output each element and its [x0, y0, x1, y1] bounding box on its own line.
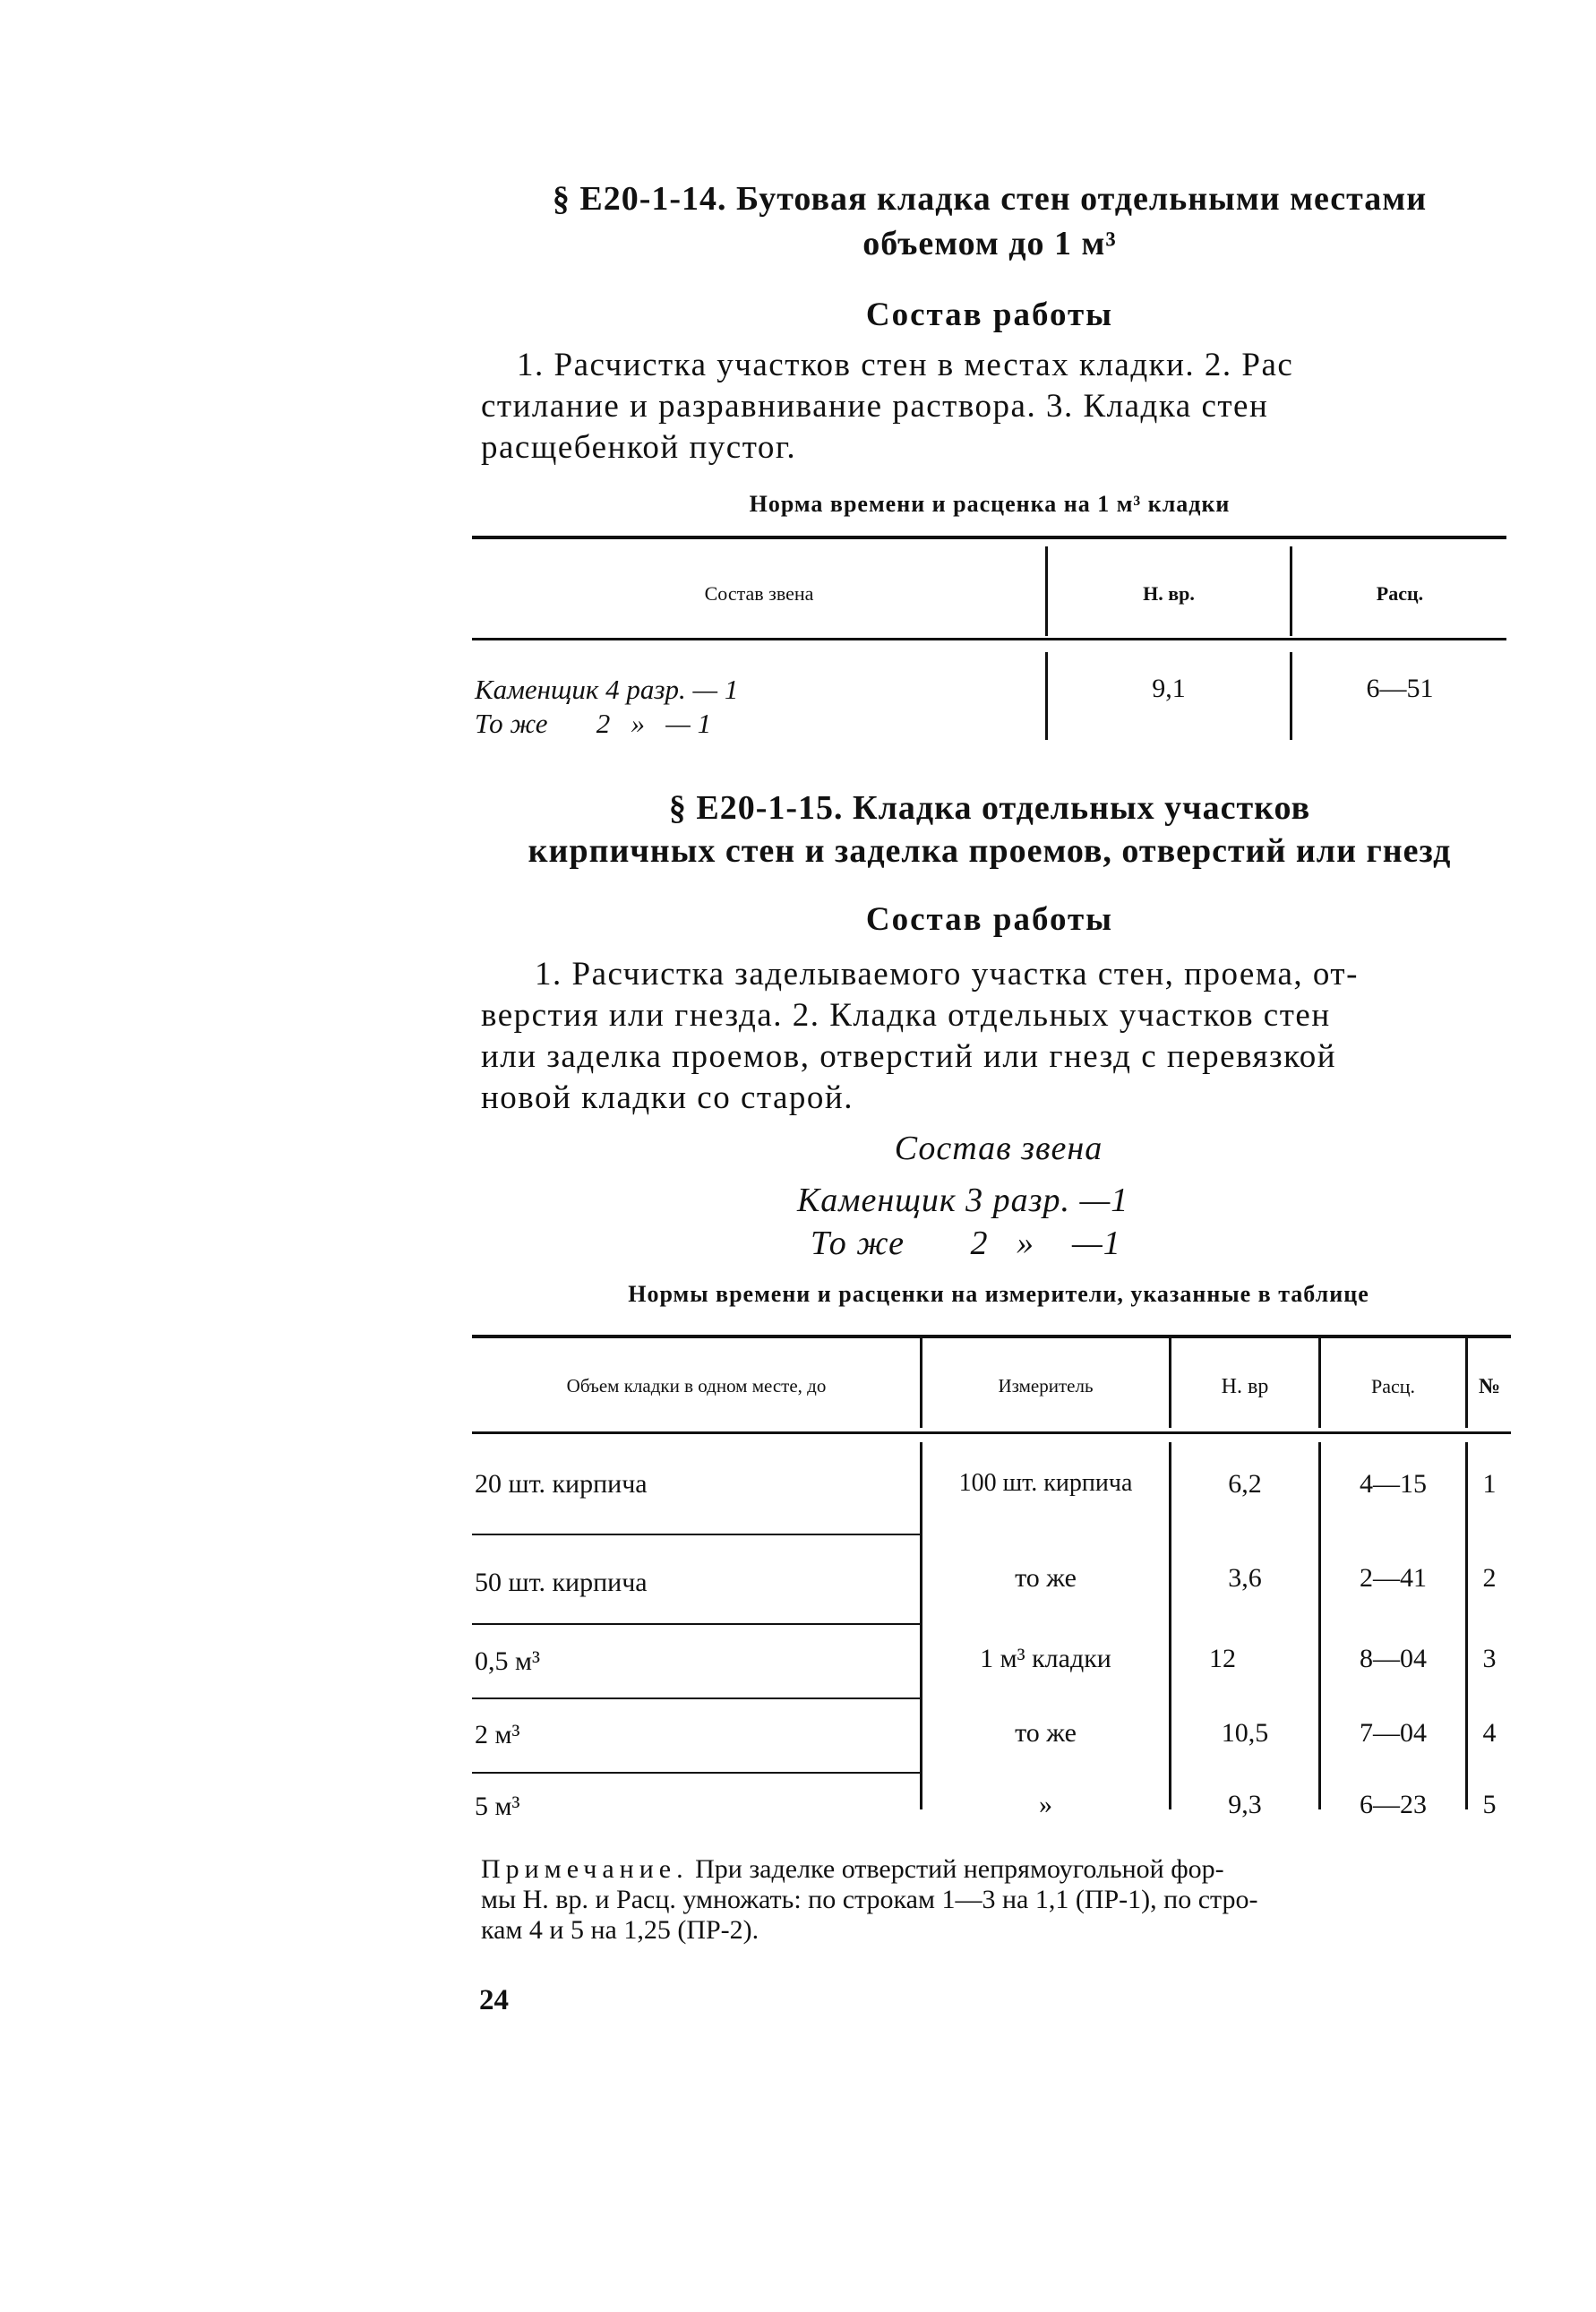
table-cell-norm: 3,6 [1228, 1563, 1262, 1593]
table-cell-number: 5 [1482, 1790, 1497, 1819]
section2-composition-line: новой кладки со старой. [481, 1079, 854, 1116]
section1-title-line2: объемом до 1 м³ [862, 225, 1117, 262]
table-cell-norm: 6,2 [1228, 1469, 1262, 1499]
table-cell-unit: то же [1015, 1563, 1077, 1593]
table-cell-unit: 100 шт. кирпича [958, 1469, 1133, 1497]
table-cell-unit: то же [1015, 1718, 1077, 1748]
note-line: кам 4 и 5 на 1,25 (ПР-2). [481, 1915, 759, 1945]
table-cell-number: 4 [1482, 1718, 1497, 1748]
table-cell-norm: 9,3 [1228, 1790, 1262, 1819]
table-cell-norm: 9,1 [1152, 674, 1186, 703]
table-cell-volume: 0,5 м³ [475, 1646, 540, 1676]
page-number: 24 [479, 1984, 509, 2016]
table-header-norm: Н. вр. [1143, 582, 1195, 605]
table-cell-rate: 8—04 [1360, 1644, 1427, 1673]
table-cell-number: 1 [1482, 1469, 1497, 1499]
section2-note [481, 1854, 1484, 1946]
table-cell-crew: Каменщик 4 разр. — 1 [475, 674, 739, 705]
section1-table-caption: Норма времени и расценка на 1 м³ кладки [749, 491, 1231, 517]
section1-composition-line: стилание и разравнивание раствора. 3. Кладка стен [481, 388, 1269, 425]
table-cell-unit: 1 м³ кладки [980, 1644, 1111, 1673]
section2-title-line2: кирпичных стен и заделка проемов, отверстий или гнезд [528, 832, 1452, 870]
section2-composition-line: 1. Расчистка заделываемого участка стен, проема, от- [535, 956, 1359, 993]
section2-composition-heading: Состав работы [865, 901, 1114, 938]
table-cell-volume: 5 м³ [475, 1792, 520, 1821]
section1-composition-line: 1. Расчистка участков стен в местах кладки. 2. Рас [517, 347, 1294, 383]
table-cell-volume: 2 м³ [475, 1720, 520, 1749]
table-cell-volume: 20 шт. кирпича [475, 1469, 648, 1499]
table-header-crew: Состав звена [704, 582, 814, 605]
section2-crew-heading: Состав звена [894, 1130, 1103, 1167]
section2-composition-text [481, 954, 1484, 1119]
table-cell-rate: 7—04 [1360, 1718, 1427, 1748]
table-rule [472, 638, 1506, 640]
section2-crew-line: Каменщик 3 разр. —1 [797, 1182, 1129, 1219]
table-cell-rate: 6—23 [1360, 1790, 1427, 1819]
table-cell-number: 2 [1482, 1563, 1497, 1593]
table-header-rate: Расц. [1370, 1375, 1416, 1397]
section2-crew-line: То же 2 » —1 [811, 1225, 1121, 1262]
table-cell-norm: 12 [1209, 1644, 1236, 1673]
section2-title-line1: § Е20-1-15. Кладка отдельных участков [668, 789, 1311, 827]
table-header-unit: Измеритель [998, 1375, 1094, 1397]
note-label: Примечание. [481, 1854, 689, 1884]
table-cell-number: 3 [1482, 1644, 1497, 1673]
table-row-rule [472, 1697, 920, 1699]
section2-composition-line: верстия или гнезда. 2. Кладка отдельных участков стен [481, 997, 1331, 1034]
section1-title-line1: § Е20-1-14. Бутовая кладка стен отдельными местами [552, 180, 1428, 218]
table-rule [472, 1431, 1511, 1434]
note-line: При заделке отверстий непрямоугольной фор- [695, 1854, 1224, 1884]
table-rule [472, 536, 1506, 539]
table-cell-norm: 10,5 [1221, 1718, 1269, 1748]
note-line: мы Н. вр. и Расц. умножать: по строкам 1—3 на 1,1 (ПР-1), по стро- [481, 1885, 1258, 1914]
table-header-norm: Н. вр [1221, 1375, 1269, 1398]
section1-composition-text [481, 345, 1484, 468]
table-row-rule [472, 1534, 920, 1535]
section2-table-caption: Нормы времени и расценки на измерители, указанные в таблице [628, 1281, 1369, 1307]
table-header-rate: Расц. [1376, 582, 1424, 605]
section1-composition-line: расщебенкой пустог. [481, 429, 797, 466]
table-rule [472, 1335, 1511, 1338]
section1-composition-heading: Состав работы [865, 297, 1114, 333]
table-cell-volume: 50 шт. кирпича [475, 1568, 648, 1597]
table-cell-rate: 6—51 [1366, 674, 1434, 703]
table-header-number: № [1478, 1375, 1501, 1398]
section2-composition-line: или заделка проемов, отверстий или гнезд с перевязкой [481, 1038, 1337, 1075]
table-row-rule [472, 1772, 920, 1774]
table-cell-rate: 4—15 [1360, 1469, 1427, 1499]
table-cell-unit: » [1039, 1790, 1052, 1819]
table-cell-crew: То же 2 » — 1 [475, 708, 712, 739]
table-header-volume: Объем кладки в одном месте, до [566, 1375, 827, 1397]
table-cell-rate: 2—41 [1360, 1563, 1427, 1593]
table-row-rule [472, 1623, 920, 1625]
